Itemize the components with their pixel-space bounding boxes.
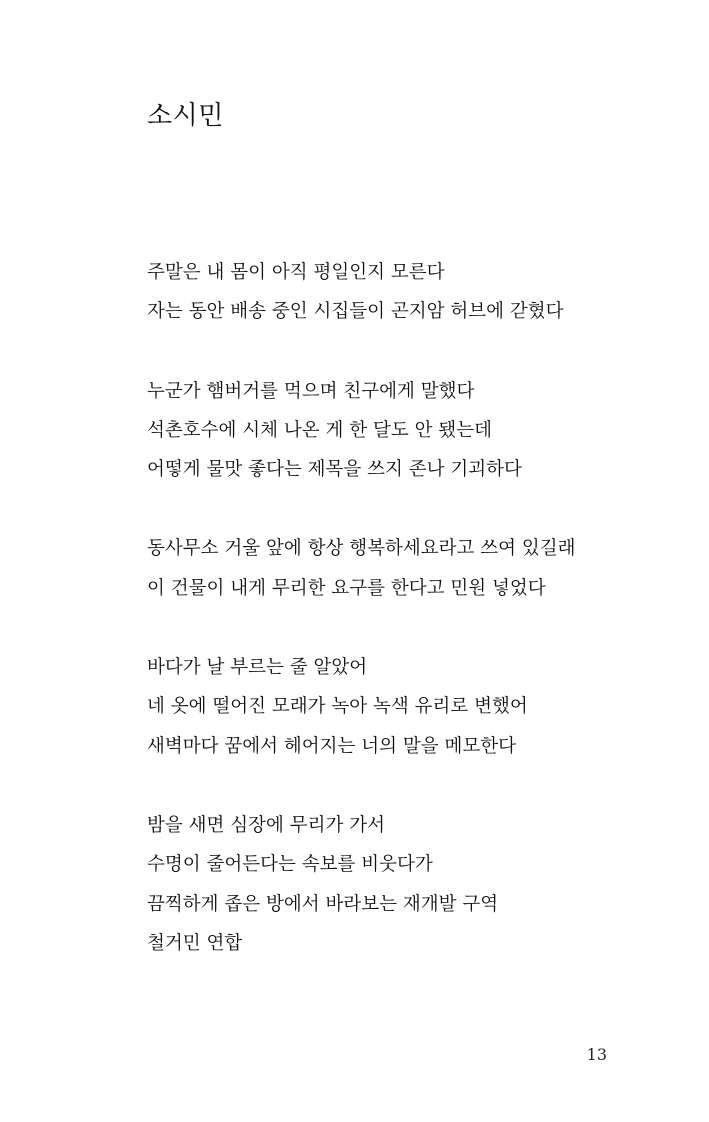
poem-line: 밤을 새면 심장에 무리가 가서 bbox=[147, 814, 385, 836]
poem-line: 자는 동안 배송 중인 시집들이 곤지암 허브에 갇혔다 bbox=[147, 301, 564, 323]
poem-body bbox=[147, 253, 667, 1003]
stanza-2 bbox=[147, 372, 667, 490]
poem-line: 네 옷에 떨어진 모래가 녹아 녹색 유리로 변했어 bbox=[147, 696, 528, 718]
stanza-5 bbox=[147, 806, 667, 963]
poem-line: 어떻게 물맛 좋다는 제목을 쓰지 존나 기괴하다 bbox=[147, 459, 522, 481]
poem-line: 끔찍하게 좁은 방에서 바라보는 재개발 구역 bbox=[147, 893, 499, 915]
poem-line: 수명이 줄어든다는 속보를 비웃다가 bbox=[147, 854, 433, 876]
poem-line: 석촌호수에 시체 나온 게 한 달도 안 됐는데 bbox=[147, 419, 492, 441]
poem-line: 이 건물이 내게 무리한 요구를 한다고 민원 넣었다 bbox=[147, 577, 546, 599]
poem-line: 새벽마다 꿈에서 헤어지는 너의 말을 메모한다 bbox=[147, 735, 516, 757]
stanza-4 bbox=[147, 648, 667, 766]
poem-line: 누군가 햄버거를 먹으며 친구에게 말했다 bbox=[147, 380, 475, 402]
poem-line: 철거민 연합 bbox=[147, 932, 243, 954]
poem-line: 동사무소 거울 앞에 항상 행복하세요라고 쓰여 있길래 bbox=[147, 538, 576, 560]
poem-title: 소시민 bbox=[147, 101, 224, 131]
poem-line: 바다가 날 부르는 줄 알았어 bbox=[147, 657, 368, 679]
stanza-1 bbox=[147, 253, 667, 332]
page-number: 13 bbox=[586, 1045, 607, 1064]
poem-line: 주말은 내 몸이 아직 평일인지 모른다 bbox=[147, 262, 445, 283]
stanza-3 bbox=[147, 529, 667, 608]
